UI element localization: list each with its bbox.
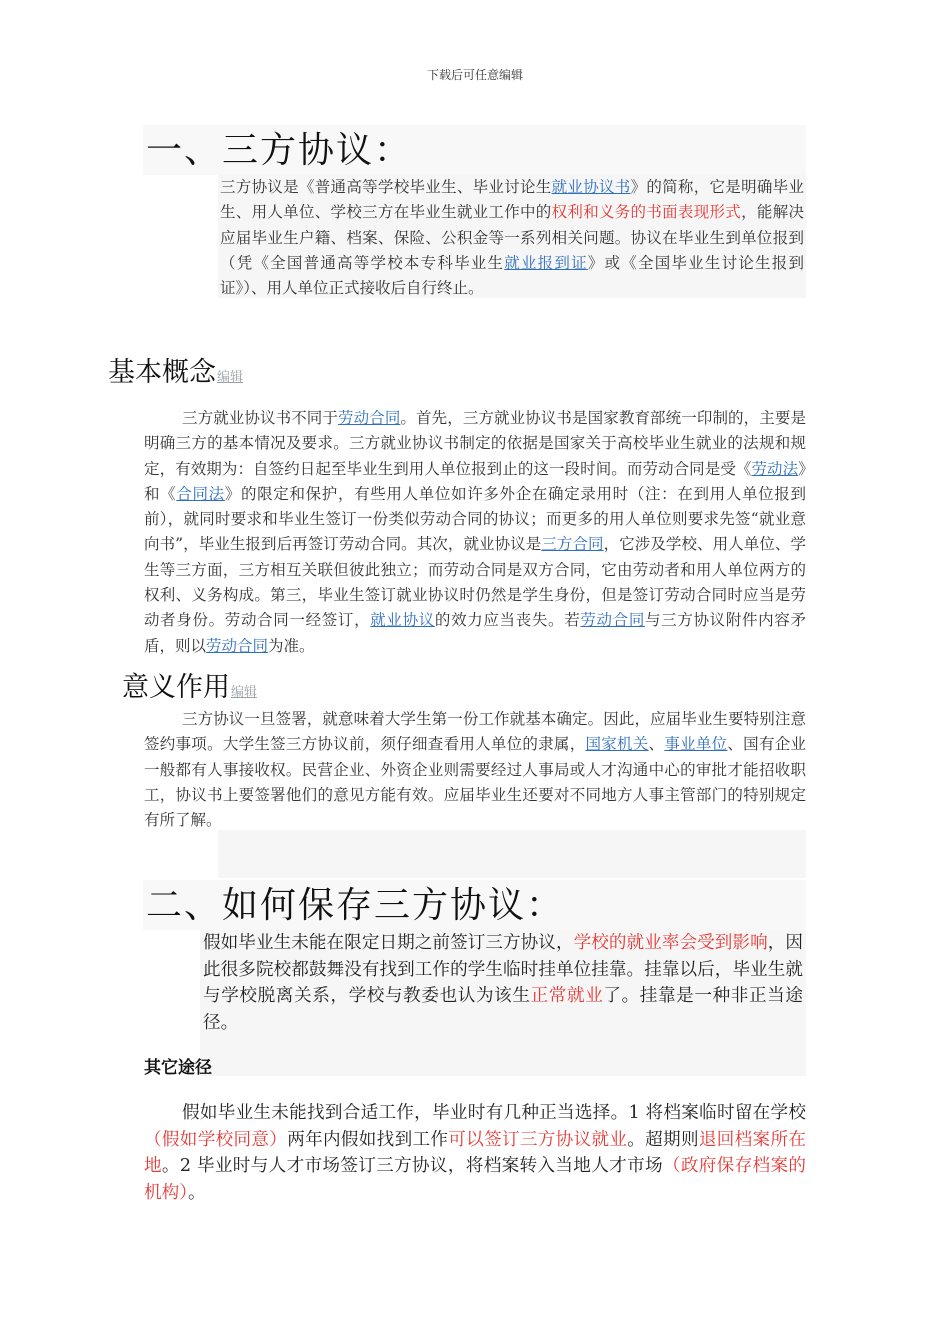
link-state-organs[interactable]: 国家机关 xyxy=(585,735,649,754)
highlight-gov-archive-agency: （政府保存档案的机构） xyxy=(144,1156,806,1203)
text-run: 》和《 xyxy=(144,459,806,503)
link-employment-agreement[interactable]: 就业协议书 xyxy=(551,178,631,196)
text-run: 。 xyxy=(187,1182,206,1203)
highlight-school-consent: （假如学校同意） xyxy=(144,1129,288,1150)
text-run: 、国有企业一般都有人事接收权。民营企业、外资企业则需要经过人事局或人才沟通中心的审批才能招收职工，协议书上要签署他们的意见方能有效。应届毕业生还要对不同地方人事主管部门的特别规定有所了解。 xyxy=(144,735,806,830)
link-tripartite-contract[interactable]: 三方合同 xyxy=(541,535,604,554)
concept-heading xyxy=(108,350,243,389)
section1-intro-paragraph xyxy=(218,175,806,301)
text-run: 。超期则 xyxy=(627,1129,699,1150)
text-run: 。2 毕业时与人才市场签订三方协议，将档案转入当地人才市场 xyxy=(161,1156,663,1176)
meaning-title: 意义作用 xyxy=(122,672,230,703)
text-run: 假如毕业生未能找到合适工作，毕业时有几种正当选择。1 将档案临时留在学校 xyxy=(182,1103,806,1123)
text-run: 假如毕业生未能在限定日期之前签订三方协议， xyxy=(203,933,574,953)
text-run: 的效力应当丧失。若 xyxy=(434,611,581,630)
text-run: 为准。 xyxy=(268,636,315,655)
text-run: 三方协议一旦签署，就意味着大学生第一份工作就基本确定。因此，应届毕业生要特别注意签约事项。大学生签三方协议前，须仔细查看用人单位的隶属， xyxy=(144,710,806,754)
concept-edit-link[interactable]: 编辑 xyxy=(217,370,244,385)
text-run: 两年内假如找到工作 xyxy=(287,1129,449,1150)
text-run: 》的简称，它是明确毕业生、用人单位、学校三方在毕业生就业工作中的 xyxy=(220,178,804,222)
section1-title: 一、三方协议： xyxy=(146,130,413,171)
highlight-employment-rate: 学校的就业率会受到影响 xyxy=(573,933,768,953)
section2-gray-strip xyxy=(218,830,806,878)
section2-title: 二、如何保存三方协议： xyxy=(146,885,565,926)
text-run: 。首先，三方就业协议书是国家教育部统一印制的，主要是明确三方的基本情况及要求。三方就业协议书制定的依据是国家关于高校毕业生就业的法规和规定，有效期为：自签约日起至毕业生到用人单位报到止的这一段时间。而劳动合同是受《 xyxy=(144,409,806,478)
text-run: 》或《全国毕业生讨论生报到证》）、用人单位正式接收后自行终止。 xyxy=(220,253,804,298)
meaning-heading xyxy=(122,665,257,704)
text-run: 与三方协议附件内容矛盾，则以 xyxy=(144,611,806,655)
link-employment-agreement-2[interactable]: 就业协议 xyxy=(370,611,435,630)
link-labor-contract-3[interactable]: 劳动合同 xyxy=(206,636,269,655)
highlight-normal-employment: 正常就业 xyxy=(530,986,604,1006)
highlight-rights-obligations: 权利和义务的书面表现形式 xyxy=(551,203,742,222)
text-run: ，因此很多院校都鼓舞没有找到工作的学生临时挂单位挂靠。挂靠以后，毕业生就与学校脱离关系，学校与教委也认为该生 xyxy=(203,933,803,1006)
header-note: 下载后可任意编辑 xyxy=(426,68,523,82)
concept-title: 基本概念 xyxy=(108,357,216,388)
text-run: 三方协议是《普通高等学校毕业生、毕业讨论生 xyxy=(220,178,552,196)
link-labor-law[interactable]: 劳动法 xyxy=(751,459,799,478)
text-run: 》的限定和保护，有些用人单位如许多外企在确定录用时（注：在到用人单位报到前），就同时要求和毕业生签订一份类似劳动合同的协议；而更多的用人单位则要求先签“就业意向书”，毕业生报到后再签订劳动合同。其次，就业协议是 xyxy=(144,484,806,554)
section1-intro-box xyxy=(218,175,806,298)
link-labor-contract[interactable]: 劳动合同 xyxy=(338,409,401,427)
link-public-institution[interactable]: 事业单位 xyxy=(664,735,728,754)
highlight-return-archive: 退回档案所在地 xyxy=(144,1129,806,1176)
section2-paragraph xyxy=(203,930,803,1036)
link-employment-report-certificate[interactable]: 就业报到证 xyxy=(504,253,588,272)
concept-paragraph xyxy=(144,406,806,659)
other-paragraph xyxy=(144,1100,806,1206)
link-labor-contract-2[interactable]: 劳动合同 xyxy=(580,611,646,630)
meaning-paragraph xyxy=(144,707,806,833)
other-heading: 其它途径 xyxy=(144,1058,212,1078)
highlight-sign-agreement: 可以签订三方协议就业 xyxy=(448,1129,628,1150)
text-run: 三方就业协议书不同于 xyxy=(182,409,339,427)
meaning-edit-link[interactable]: 编辑 xyxy=(231,685,258,700)
text-run: ，它涉及学校、用人单位、学生等三方面，三方相互关联但彼此独立；而劳动合同是双方合同，它由劳动者和用人单位两方的权利、义务构成。第三，毕业生签订就业协议时仍然是学生身份，但是签订劳动合同时应当是劳动者身份。劳动合同一经签订， xyxy=(144,535,806,630)
text-run: 了。挂靠是一种非正当途径。 xyxy=(203,986,803,1033)
text-run: 、 xyxy=(648,735,665,754)
text-run: ，能解决应届毕业生户籍、档案、保险、公积金等一系列相关问题。协议在毕业生到单位报到（凭《全国普通高等学校本专科毕业生 xyxy=(220,203,804,272)
link-contract-law[interactable]: 合同法 xyxy=(176,484,225,503)
